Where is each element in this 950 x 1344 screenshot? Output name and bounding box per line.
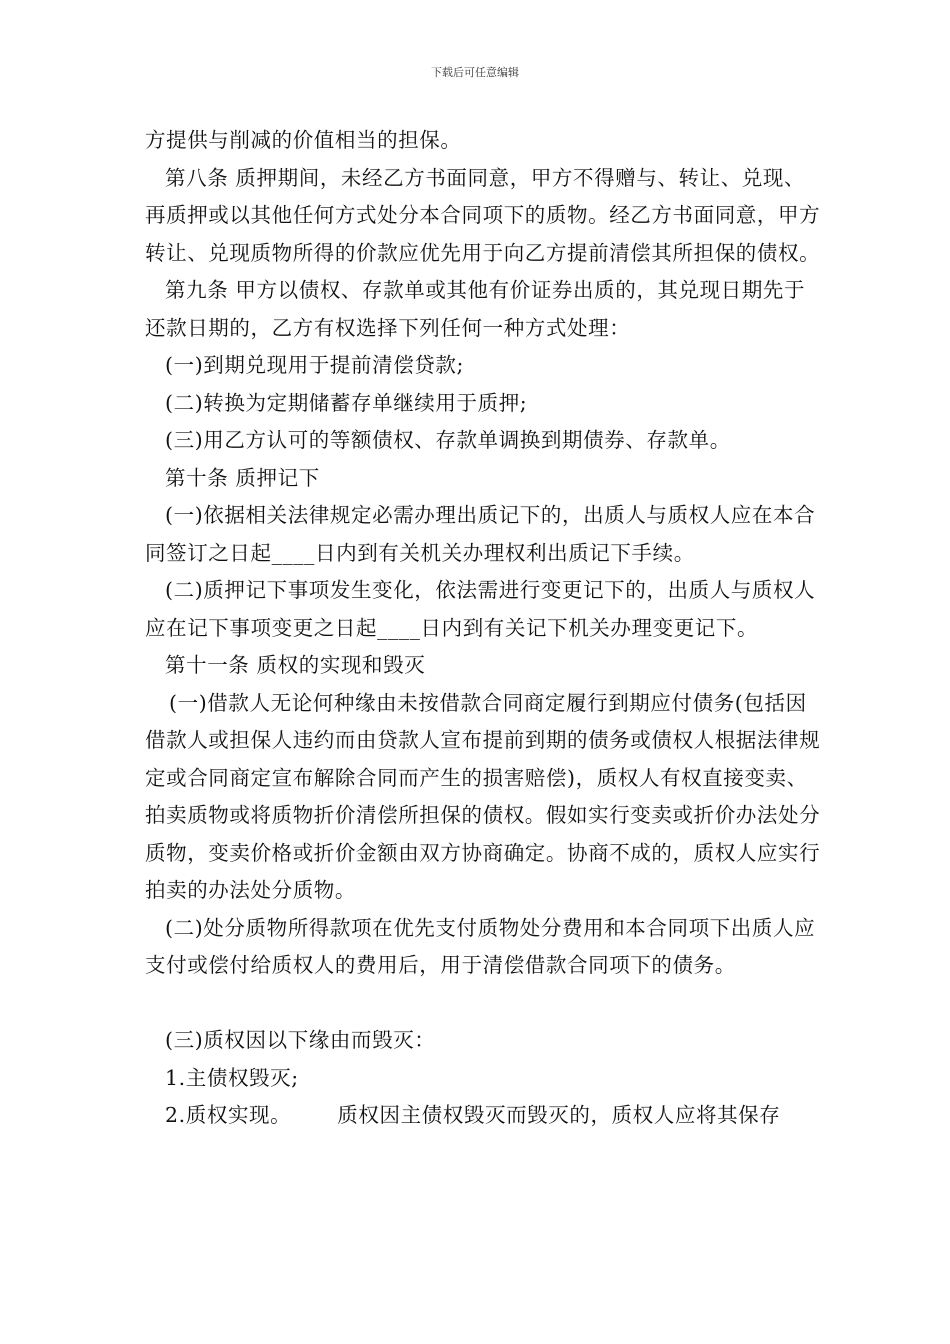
empty-line — [145, 985, 825, 1023]
heading-article-10: 第十条 质押记下 — [165, 465, 320, 490]
list-item-11-3-2-text: 2.质权实现。 — [165, 1103, 292, 1127]
list-item-9-3: (三)用乙方认可的等额债权、存款单调换到期债券、存款单。 — [165, 428, 731, 452]
paragraph-article-11-3: (三)质权因以下缘由而毁灭： — [165, 1028, 436, 1052]
list-item-11-3-2 — [145, 1097, 825, 1135]
list-item-11-3-1: 1.主债权毁灭; — [165, 1065, 299, 1090]
paragraph-article-11-2: (二)处分质物所得款项在优先支付质物处分费用和本合同项下出质人应支付或偿付给质权人的费用后，用于清偿借款合同项下的债务。 — [145, 915, 816, 977]
paragraph-extinction-text: 质权因主债权毁灭而毁灭的，质权人应将其保存 — [337, 1103, 781, 1127]
page-header: 下载后可任意编辑 — [431, 66, 519, 79]
paragraph-continuation: 方提供与削减的价值相当的担保。 — [145, 128, 462, 152]
paragraph-article-10-1: (一)依据相关法律规定必需办理出质记下的，出质人与质权人应在本合同签订之日起____日内到有关机关办理权利出质记下手续。 — [145, 503, 816, 565]
paragraph-article-9: 第九条 甲方以债权、存款单或其他有价证券出质的，其兑现日期先于还款日期的，乙方有权选择下列任何一种方式处理： — [145, 278, 806, 340]
document-body — [145, 122, 825, 1135]
paragraph-article-8: 第八条 质押期间，未经乙方书面同意，甲方不得赠与、转让、兑现、再质押或以其他任何方式处分本合同项下的质物。经乙方书面同意，甲方转让、兑现质物所得的价款应优先用于向乙方提前清偿其所担保的债权。 — [145, 165, 821, 265]
list-item-9-2: (二)转换为定期储蓄存单继续用于质押; — [165, 390, 528, 415]
paragraph-article-10-2: (二)质押记下事项发生变化，依法需进行变更记下的，出质人与质权人应在记下事项变更之日起____日内到有关记下机关办理变更记下。 — [145, 578, 816, 640]
list-item-9-1: (一)到期兑现用于提前清偿贷款; — [165, 353, 465, 377]
paragraph-article-11-1: (一)借款人无论何种缘由未按借款合同商定履行到期应付债务(包括因借款人或担保人违约而由贷款人宣布提前到期的债务或债权人根据法律规定或合同商定宣布解除合同而产生的损害赔偿)，质权人有权直接变卖、拍卖质物或将质物折价清偿所担保的债权。假如实行变卖或折价办法处分质物，变卖价格或折价金额由双方协商确定。协商不成的，质权人应实行拍卖的办法处分质物。 — [145, 690, 821, 902]
heading-article-11: 第十一条 质权的实现和毁灭 — [165, 653, 426, 677]
